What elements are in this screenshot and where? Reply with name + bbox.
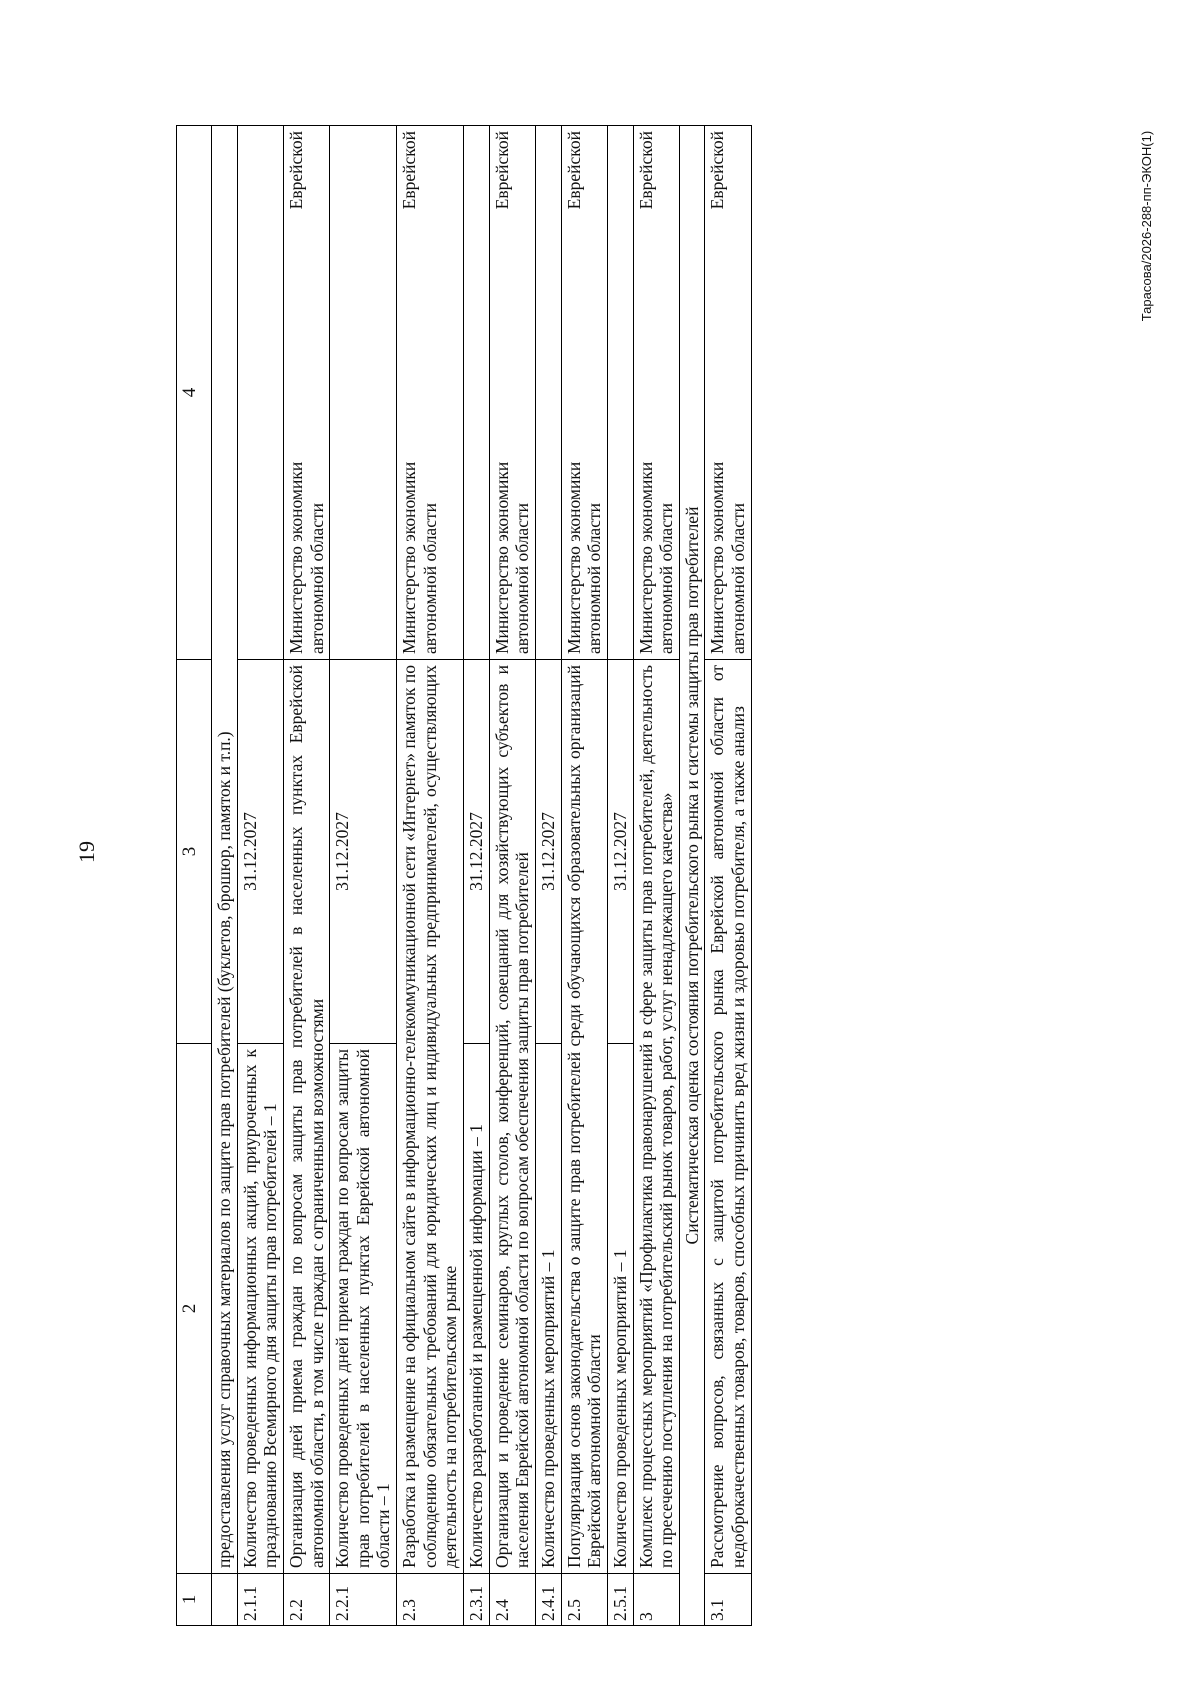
responsible-region: Еврейской xyxy=(635,131,656,210)
table-container xyxy=(176,126,1132,1626)
number-cell: 2.5.1 xyxy=(607,1574,633,1626)
number-cell: 2.2.1 xyxy=(330,1574,397,1626)
header-cell-3: 3 xyxy=(177,660,212,1044)
header-cell-4: 4 xyxy=(177,126,212,660)
table-row xyxy=(237,126,283,1626)
table-row xyxy=(397,126,464,1626)
responsible-region-cont: автономной области xyxy=(306,503,327,654)
number-cell: 2.2 xyxy=(283,1574,329,1626)
responsible-region-cont: автономной области xyxy=(419,503,440,654)
indicator-text-cell: Количество разработанной и размещенной информации – 1 xyxy=(464,1044,490,1574)
deadline-cell: 31.12.2027 xyxy=(464,660,490,1044)
responsible-ministry: Министерство экономики xyxy=(635,461,656,654)
empty-cell xyxy=(607,126,633,660)
responsible-region: Еврейской xyxy=(285,131,306,210)
table-row xyxy=(607,126,633,1626)
measure-text-cell: Популяризация основ законодательства о защите прав потребителей среди обучающихся образовательных организаций Еврейской автономной области xyxy=(561,660,607,1574)
empty-cell xyxy=(535,126,561,660)
number-cell: 2.5 xyxy=(561,1574,607,1626)
section-heading: Систематическая оценка состояния потребительского рынка и системы защиты прав потребителей xyxy=(679,126,705,1626)
indicator-text-cell: Количество проведенных дней приема граждан по вопросам защиты прав потребителей в населенных пунктах Еврейской автономной области – 1 xyxy=(330,1044,397,1574)
responsible-cell xyxy=(633,126,679,660)
responsible-region-cont: автономной области xyxy=(512,503,533,654)
deadline-cell: 31.12.2027 xyxy=(330,660,397,1044)
continuation-text-cell: предоставления услуг справочных материалов по защите прав потребителей (буклетов, брошюр, памяток и т.п.) xyxy=(212,126,238,1574)
table-row xyxy=(633,126,679,1626)
table-row xyxy=(705,126,751,1626)
empty-cell xyxy=(464,126,490,660)
measure-text-cell: Организация и проведение семинаров, круглых столов, конференций, совещаний для хозяйствующих субъектов и населения Еврейской автономной области по вопросам обеспечения защиты прав потребителей xyxy=(489,660,535,1574)
table-row xyxy=(330,126,397,1626)
responsible-ministry: Министерство экономики xyxy=(707,461,728,654)
responsible-region: Еврейской xyxy=(707,131,728,210)
table-header-row xyxy=(177,126,212,1626)
section-heading-row xyxy=(679,126,705,1626)
responsible-cell xyxy=(283,126,329,660)
responsible-region-cont: автономной области xyxy=(656,503,677,654)
document-footer: Тарасова/2026-288-пп-ЭКОН(1) xyxy=(1139,130,1154,322)
table-row xyxy=(535,126,561,1626)
number-cell: 3.1 xyxy=(705,1574,751,1626)
measures-table xyxy=(176,125,752,1626)
header-cell-2: 2 xyxy=(177,1044,212,1574)
responsible-cell xyxy=(705,126,751,660)
measure-text-cell: Рассмотрение вопросов, связанных с защитой потребительского рынка Еврейской автономной области от недоброкачественных товаров, товаров, способных причинить вред жизни и здоровью потребителя, а также анализ xyxy=(705,660,751,1574)
empty-cell xyxy=(330,126,397,660)
responsible-ministry: Министерство экономики xyxy=(491,461,512,654)
responsible-region-cont: автономной области xyxy=(584,503,605,654)
measure-text-cell: Организация дней приема граждан по вопросам защиты прав потребителей в населенных пунктах Еврейской автономной области, в том числе граждан с ограниченными возможностями xyxy=(283,660,329,1574)
responsible-cell xyxy=(489,126,535,660)
page-number: 19 xyxy=(74,841,99,863)
responsible-region: Еврейской xyxy=(491,131,512,210)
number-cell: 3 xyxy=(633,1574,679,1626)
number-cell: 2.1.1 xyxy=(237,1574,283,1626)
deadline-cell: 31.12.2027 xyxy=(607,660,633,1044)
indicator-text-cell: Количество проведенных мероприятий – 1 xyxy=(607,1044,633,1574)
table-row xyxy=(212,126,238,1626)
responsible-ministry: Министерство экономики xyxy=(563,461,584,654)
number-cell: 2.4.1 xyxy=(535,1574,561,1626)
rotated-table-wrapper xyxy=(176,126,1132,1626)
empty-cell xyxy=(237,126,283,660)
responsible-region: Еврейской xyxy=(563,131,584,210)
responsible-region: Еврейской xyxy=(399,131,420,210)
measure-text-cell: Разработка и размещение на официальном сайте в информационно-телекоммуникационной сети «Интернет» памяток по соблюдению обязательных требований для юридических лиц и индивидуальных предпринимателей, осуществляющих деятельность на потребительском рынке xyxy=(397,660,464,1574)
table-row xyxy=(464,126,490,1626)
number-cell: 2.3.1 xyxy=(464,1574,490,1626)
number-cell xyxy=(212,1574,238,1626)
responsible-ministry: Министерство экономики xyxy=(399,461,420,654)
responsible-region-cont: автономной области xyxy=(728,503,749,654)
responsible-ministry: Министерство экономики xyxy=(285,461,306,654)
table-row xyxy=(489,126,535,1626)
deadline-cell: 31.12.2027 xyxy=(535,660,561,1044)
header-cell-1: 1 xyxy=(177,1574,212,1626)
number-cell: 2.3 xyxy=(397,1574,464,1626)
table-row xyxy=(561,126,607,1626)
responsible-cell xyxy=(561,126,607,660)
table-row xyxy=(283,126,329,1626)
measure-text-cell: Комплекс процессных мероприятий «Профилактика правонарушений в сфере защиты прав потребителей, деятельность по пресечению поступления на потребительский рынок товаров, работ, услуг ненадлежащего качества» xyxy=(633,660,679,1574)
number-cell: 2.4 xyxy=(489,1574,535,1626)
deadline-cell: 31.12.2027 xyxy=(237,660,283,1044)
indicator-text-cell: Количество проведенных информационных акций, приуроченных к празднованию Всемирного дня защиты прав потребителей – 1 xyxy=(237,1044,283,1574)
responsible-cell xyxy=(397,126,464,660)
indicator-text-cell: Количество проведенных мероприятий – 1 xyxy=(535,1044,561,1574)
